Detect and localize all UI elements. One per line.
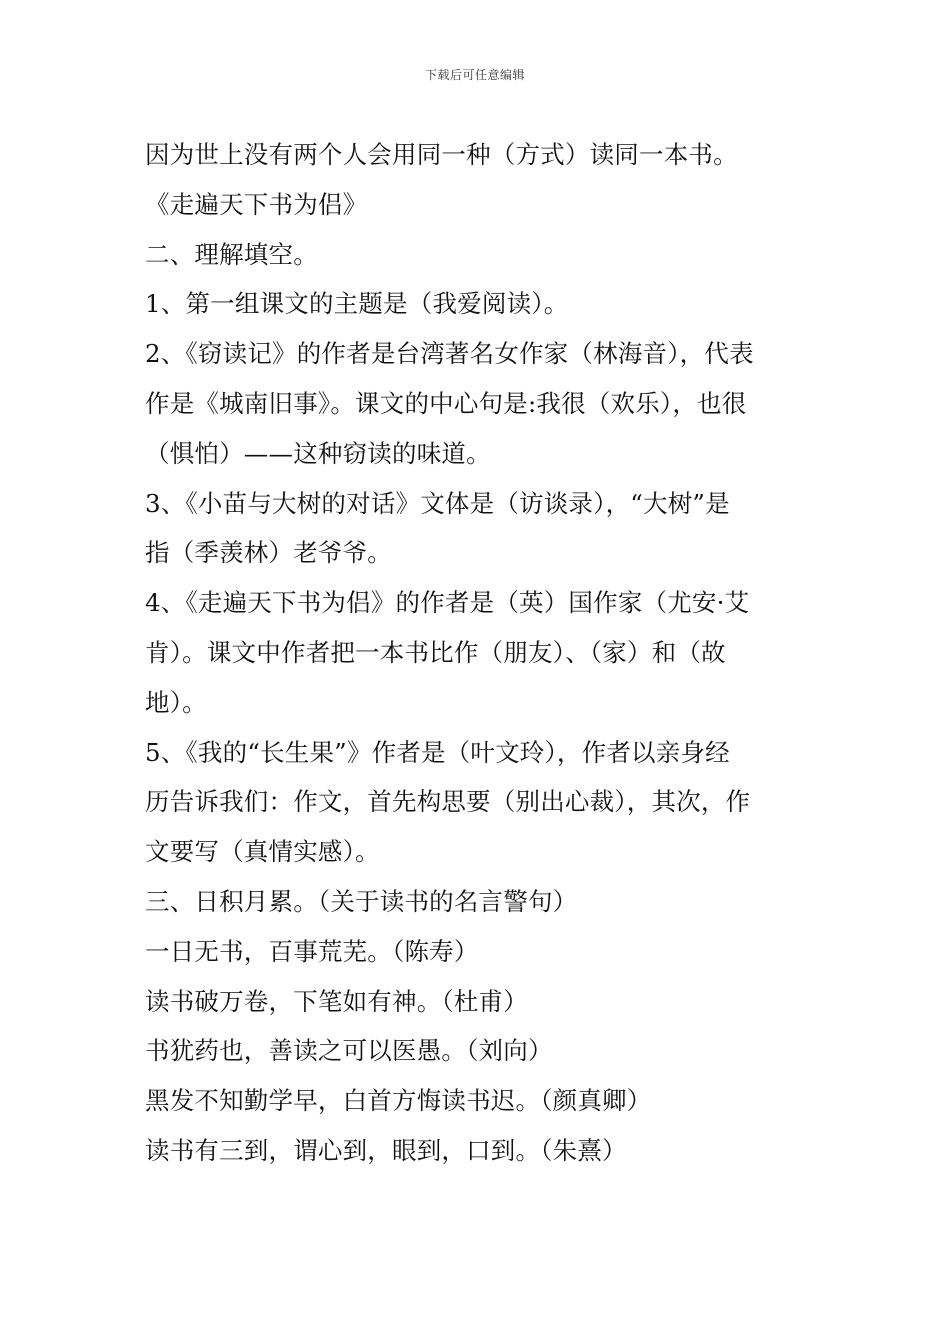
quote-line-1: 一日无书，百事荒芜。（陈寿） — [145, 936, 479, 966]
text-line-11: 肯）。课文中作者把一本书比作（朋友）、（家）和（故 — [145, 637, 726, 667]
text-line-7: （惧怕）——这种窃读的味道。 — [145, 438, 491, 468]
text-line-6: 作是《城南旧事》。课文的中心句是:我很（欢乐），也很 — [145, 388, 747, 418]
text-line-9: 指（季羡林）老爷爷。 — [145, 538, 392, 568]
page-header: 下载后可任意编辑 — [424, 68, 525, 82]
text-line-2: 《走遍天下书为侣》 — [145, 189, 368, 219]
text-line-5: 2、《窃读记》的作者是台湾著名女作家（林海音），代表 — [145, 339, 754, 369]
document-body — [145, 130, 807, 1176]
section-heading-3: 三、日积月累。（关于读书的名言警句） — [145, 886, 578, 916]
text-line-15: 文要写（真情实感）。 — [145, 837, 380, 867]
quote-line-3: 书犹药也，善读之可以医愚。（刘向） — [145, 1036, 553, 1066]
quote-line-5: 读书有三到，谓心到，眼到，口到。（朱熹） — [145, 1135, 627, 1165]
text-line-14: 历告诉我们：作文，首先构思要（别出心裁），其次，作 — [145, 787, 751, 817]
text-line-10: 4、《走遍天下书为侣》的作者是（英）国作家（尤安·艾 — [145, 588, 750, 618]
text-line-1: 因为世上没有两个人会用同一种（方式）读同一本书。 — [145, 140, 738, 169]
section-heading-2: 二、理解填空。 — [145, 239, 318, 269]
quote-line-4: 黑发不知勤学早，白首方悔读书迟。（颜真卿） — [145, 1086, 652, 1116]
text-line-12: 地）。 — [145, 687, 207, 717]
text-line-13: 5、《我的“长生果”》作者是（叶文玲），作者以亲身经 — [145, 737, 730, 767]
text-line-4: 1、第一组课文的主题是（我爱阅读）。 — [145, 289, 569, 319]
quote-line-2: 读书破万卷，下笔如有神。（杜甫） — [145, 986, 528, 1016]
text-line-8: 3、《小苗与大树的对话》文体是（访谈录），“大树”是 — [145, 488, 730, 518]
